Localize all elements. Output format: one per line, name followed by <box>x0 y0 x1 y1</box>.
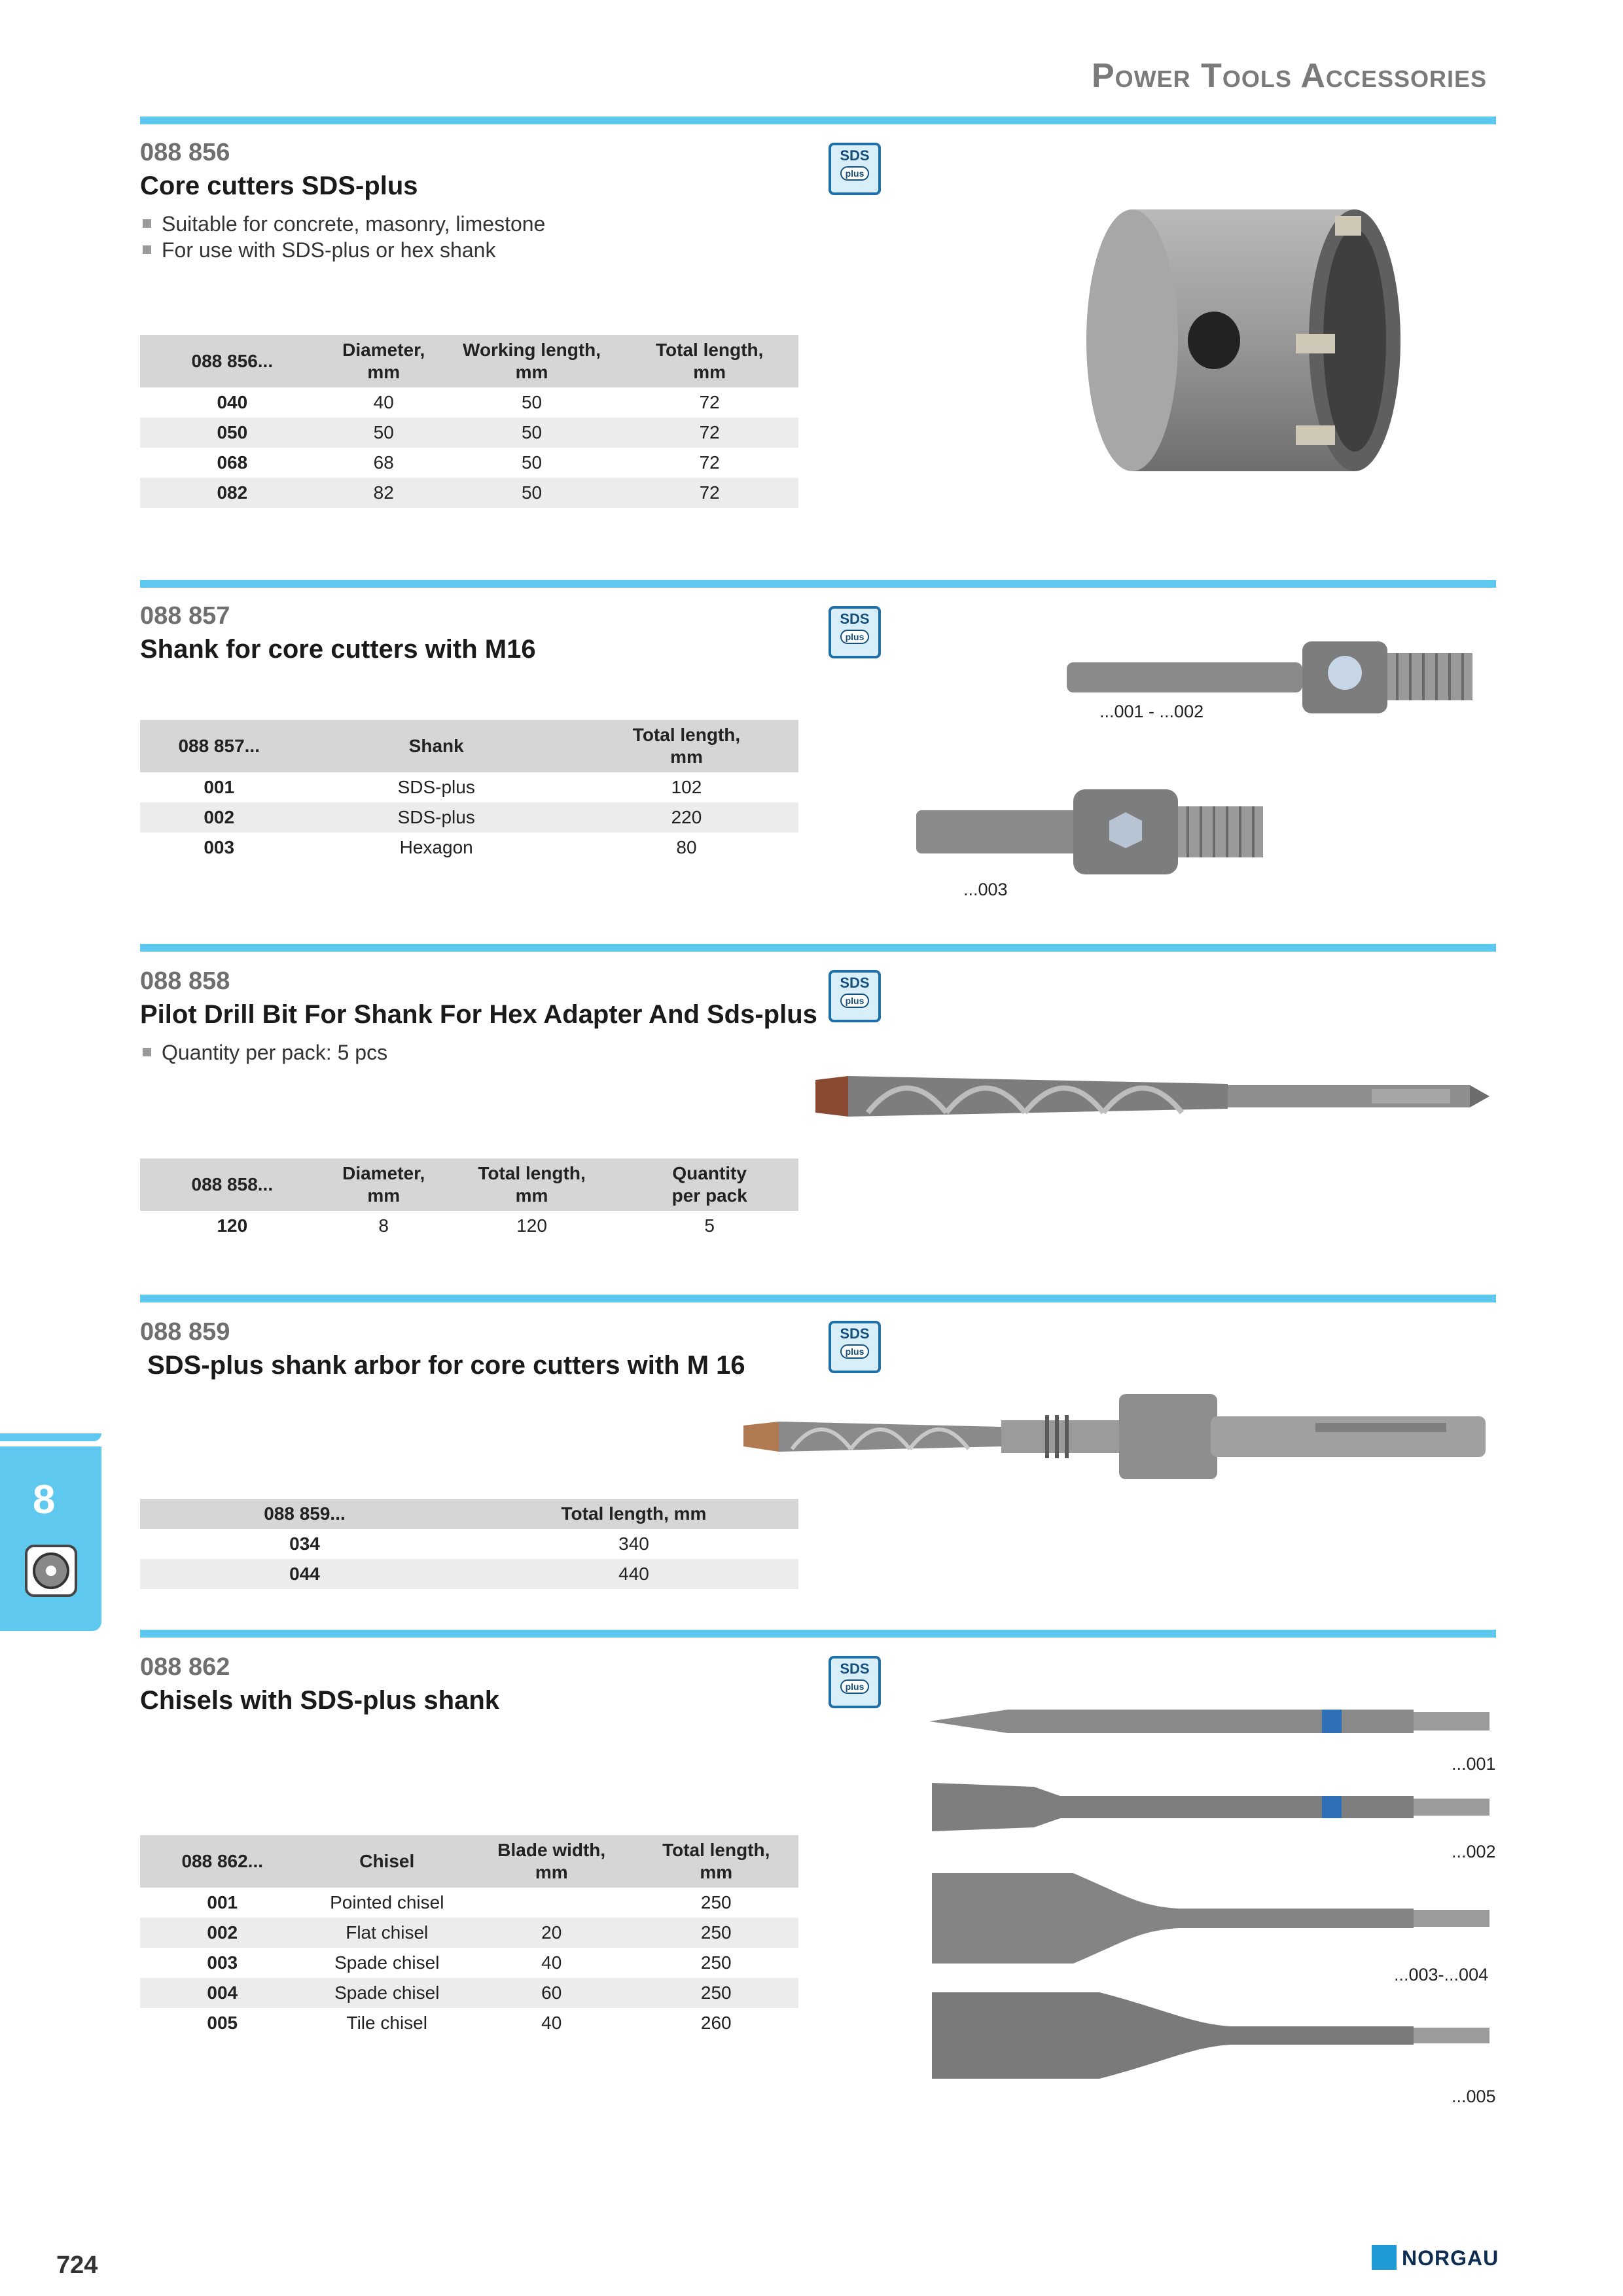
cutting-disc-icon <box>25 1545 77 1597</box>
column-header: Total length, mm <box>620 335 798 387</box>
spec-table <box>140 335 798 508</box>
product-title: SDS-plus shank arbor for core cutters with M 16 <box>140 1351 745 1380</box>
side-tab <box>0 1446 101 1631</box>
image-caption: ...003 <box>963 880 1008 899</box>
product-code: 088 862 <box>140 1653 230 1681</box>
product-code: 088 858 <box>140 967 230 995</box>
section-divider <box>140 944 1496 952</box>
table-row: 005 Tile chisel 40 260 <box>207 2013 732 2033</box>
sds-plus-icon: SDS plus <box>829 143 881 195</box>
feature-bullet: Suitable for concrete, masonry, limestone <box>143 212 545 236</box>
table-row: 068 68 50 72 <box>217 452 720 473</box>
table-header-row <box>140 1158 798 1211</box>
column-header: Diameter, mm <box>325 335 443 387</box>
sds-plus-icon: SDS plus <box>829 1321 881 1373</box>
image-caption: ...001 <box>1452 1754 1496 1774</box>
sds-plus-icon: SDS plus <box>829 1656 881 1708</box>
product-code: 088 856 <box>140 139 230 166</box>
product-title: Chisels with SDS-plus shank <box>140 1686 500 1715</box>
table-row: 003 Spade chisel 40 250 <box>207 1952 732 1973</box>
core-cutter-icon <box>1073 203 1414 478</box>
table-row: 002 Flat chisel 20 250 <box>140 1918 798 1948</box>
column-header: 088 856... <box>140 335 325 387</box>
column-header: Chisel <box>305 1835 470 1888</box>
section-divider <box>140 1295 1496 1302</box>
table-row: 120 8 120 5 <box>217 1215 715 1236</box>
section-divider <box>140 580 1496 588</box>
column-header: 088 859... <box>140 1499 469 1529</box>
shank-adapter-icon <box>916 783 1270 881</box>
spec-table <box>140 720 798 863</box>
column-header: 088 858... <box>140 1158 325 1211</box>
column-header: Total length, mm <box>634 1835 799 1888</box>
column-header: Blade width, mm <box>469 1835 634 1888</box>
product-title: Shank for core cutters with M16 <box>140 635 536 664</box>
table-row: 050 50 50 72 <box>140 418 798 448</box>
table-row: 082 82 50 72 <box>140 478 798 508</box>
image-caption: ...002 <box>1452 1842 1496 1861</box>
column-header: 088 857... <box>140 720 298 772</box>
table-row: 001 SDS-plus 102 <box>204 777 702 797</box>
table-row: 034 340 <box>289 1534 649 1554</box>
chisel-icon <box>929 1778 1492 1837</box>
table-row: 044 440 <box>140 1559 798 1589</box>
product-title: Core cutters SDS-plus <box>140 171 418 200</box>
column-header: Total length, mm <box>575 720 798 772</box>
table-header-row <box>140 720 798 772</box>
product-code: 088 859 <box>140 1318 230 1346</box>
table-row: 003 Hexagon 80 <box>204 837 697 857</box>
chisel-icon <box>929 1869 1492 1967</box>
column-header: Quantity per pack <box>620 1158 798 1211</box>
shank-arbor-icon <box>740 1386 1492 1484</box>
table-row: 001 Pointed chisel 250 <box>207 1892 732 1912</box>
spec-table <box>140 1158 798 1241</box>
side-tab-top-strip <box>0 1433 101 1441</box>
image-caption: ...003-...004 <box>1394 1965 1489 1984</box>
page-header-title: Power Tools Accessories <box>1091 57 1487 95</box>
column-header: Total length, mm <box>469 1499 798 1529</box>
table-row: 002 SDS-plus 220 <box>140 802 798 833</box>
spec-table <box>140 1499 798 1589</box>
column-header: Diameter, mm <box>325 1158 443 1211</box>
table-header-row <box>140 335 798 387</box>
column-header: Total length, mm <box>443 1158 621 1211</box>
table-header-row <box>140 1499 798 1529</box>
brand-logo: NORGAU <box>1402 2246 1499 2270</box>
chapter-number: 8 <box>33 1477 56 1522</box>
product-title: Pilot Drill Bit For Shank For Hex Adapter And Sds-plus <box>140 1000 817 1029</box>
product-code: 088 857 <box>140 602 230 630</box>
feature-bullet: Quantity per pack: 5 pcs <box>143 1041 387 1065</box>
table-row: 040 40 50 72 <box>217 392 720 412</box>
column-header: Working length, mm <box>443 335 621 387</box>
column-header: Shank <box>298 720 575 772</box>
feature-bullet: For use with SDS-plus or hex shank <box>143 238 495 262</box>
sds-plus-icon: SDS plus <box>829 606 881 658</box>
image-caption: ...001 - ...002 <box>1099 702 1204 721</box>
column-header: 088 862... <box>140 1835 305 1888</box>
page-number: 724 <box>56 2251 98 2279</box>
drill-bit-icon <box>809 1067 1493 1126</box>
section-divider <box>140 1630 1496 1638</box>
chisel-icon <box>929 1990 1492 2081</box>
chisel-icon <box>929 1702 1492 1741</box>
table-row: 004 Spade chisel 60 250 <box>140 1978 798 2008</box>
spec-table <box>140 1835 798 2038</box>
table-header-row <box>140 1835 798 1888</box>
brand-logo-square <box>1372 2245 1397 2270</box>
image-caption: ...005 <box>1452 2087 1496 2106</box>
section-divider <box>140 117 1496 124</box>
sds-plus-icon: SDS plus <box>829 970 881 1022</box>
